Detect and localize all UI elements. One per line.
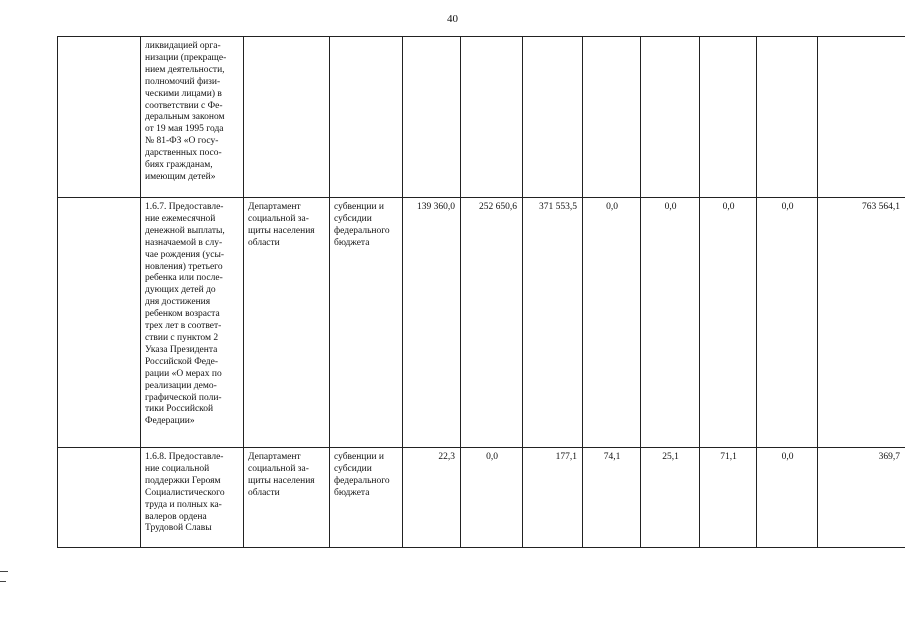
value-cell: 763 564,1 — [818, 198, 905, 448]
blank-margin-cell — [58, 198, 141, 448]
source-cell: субвенции и субсидии федерального бюджета — [330, 448, 403, 548]
blank-margin-cell — [58, 37, 141, 198]
value-cell — [641, 37, 700, 198]
page-number: 40 — [447, 13, 458, 25]
value-cell: 0,0 — [461, 448, 523, 548]
value-cell — [403, 37, 461, 198]
blank-margin-cell — [58, 448, 141, 548]
source-cell — [330, 37, 403, 198]
value-cell: 71,1 — [700, 448, 757, 548]
source-cell: субвенции и субсидии федерального бюджета — [330, 198, 403, 448]
executor-cell: Департамент социальной за- щиты населения области — [244, 198, 330, 448]
value-cell: 22,3 — [403, 448, 461, 548]
executor-cell — [244, 37, 330, 198]
value-cell — [523, 37, 583, 198]
value-cell: 0,0 — [641, 198, 700, 448]
margin-mark — [0, 581, 6, 582]
value-cell — [818, 37, 905, 198]
value-cell: 369,7 — [818, 448, 905, 548]
table-row — [58, 37, 905, 198]
value-cell: 177,1 — [523, 448, 583, 548]
measure-cell: 1.6.8. Предоставле- ние социальной поддержки Героям Социалистического труда и полных ка- валеров ордена Трудовой Славы — [141, 448, 244, 548]
value-cell — [461, 37, 523, 198]
value-cell: 0,0 — [757, 198, 818, 448]
value-cell: 74,1 — [583, 448, 641, 548]
value-cell — [700, 37, 757, 198]
value-cell: 0,0 — [700, 198, 757, 448]
value-cell: 371 553,5 — [523, 198, 583, 448]
value-cell: 0,0 — [583, 198, 641, 448]
table-row — [58, 448, 905, 548]
budget-table — [57, 36, 905, 548]
value-cell — [583, 37, 641, 198]
value-cell — [757, 37, 818, 198]
value-cell: 25,1 — [641, 448, 700, 548]
value-cell: 0,0 — [757, 448, 818, 548]
value-cell: 139 360,0 — [403, 198, 461, 448]
measure-cell: 1.6.7. Предоставле- ние ежемесячной денежной выплаты, назначаемой в слу- чае рождения (усы- новления) третьего ребенка или после- дующих детей до дня достижения ребенком возраста трех лет в соответ- ствии с пунктом 2 Указа Президента Российской Феде- рации «О мерах по реализации демо- графической поли- тики Российской Федерации» — [141, 198, 244, 448]
executor-cell: Департамент социальной за- щиты населения области — [244, 448, 330, 548]
measure-cell: ликвидацией орга- низации (прекраще- нием деятельности, полномочий физи- ческими лицами) в соответствии с Фе- деральным законом от 19 мая 1995 года № 81-ФЗ «О госу- дарственных посо- биях гражданам, имеющим детей» — [141, 37, 244, 198]
margin-mark — [0, 571, 8, 572]
table-row — [58, 198, 905, 448]
value-cell: 252 650,6 — [461, 198, 523, 448]
